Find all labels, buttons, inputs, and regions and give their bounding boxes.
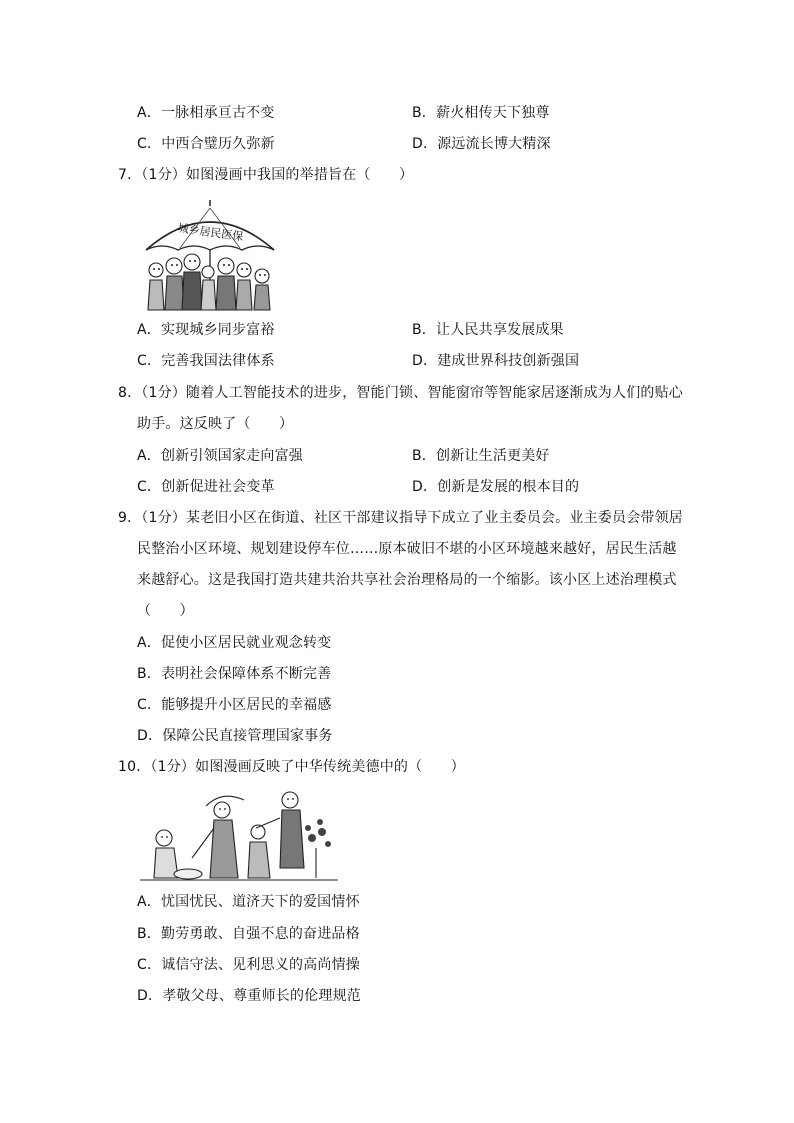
q8-option-c: C．创新促进社会变革 xyxy=(137,479,275,495)
q7-stem: 7．（1分）如图漫画中我国的举措旨在（ ） xyxy=(118,167,414,183)
q7-option-d: D．建成世界科技创新强国 xyxy=(412,353,580,369)
q6-option-d: D．源远流长博大精深 xyxy=(412,136,551,152)
q10-stem: 10．（1分）如图漫画反映了中华传统美德中的（ ） xyxy=(118,759,465,775)
q9-option-b: B．表明社会保障体系不断完善 xyxy=(137,666,332,682)
q6-option-c: C．中西合璧历久弥新 xyxy=(137,136,275,152)
q7-option-a: A．实现城乡同步富裕 xyxy=(137,322,275,338)
q7-cartoon-umbrella-image xyxy=(140,200,280,312)
q8-option-a: A．创新引领国家走向富强 xyxy=(137,448,303,464)
q9-stem-line3: 来越舒心。这是我国打造共建共治共享社会治理格局的一个缩影。该小区上述治理模式 xyxy=(137,572,677,588)
q7-umbrella-label: 城乡居民医保 xyxy=(176,221,245,244)
q10-cartoon-family-image xyxy=(140,788,338,884)
q7-option-c: C．完善我国法律体系 xyxy=(137,353,275,369)
q10-option-d: D．孝敬父母、尊重师长的伦理规范 xyxy=(137,988,361,1004)
q9-stem-line4: （ ） xyxy=(137,603,194,619)
q8-option-d: D．创新是发展的根本目的 xyxy=(412,479,580,495)
q10-option-b: B．勤劳勇敢、自强不息的奋进品格 xyxy=(137,926,360,942)
q9-stem-line2: 民整治小区环境、规划建设停车位……原本破旧不堪的小区环境越来越好，居民生活越 xyxy=(137,541,677,557)
q8-stem-line2: 助手。这反映了（ ） xyxy=(137,416,294,432)
q10-option-a: A．忧国忧民、道济天下的爱国情怀 xyxy=(137,894,360,910)
q9-stem-line1: 9．（1分）某老旧小区在街道、社区干部建议指导下成立了业主委员会。业主委员会带领居 xyxy=(118,510,684,526)
q10-option-c: C．诚信守法、见利思义的高尚情操 xyxy=(137,957,360,973)
q8-option-b: B．创新让生活更美好 xyxy=(412,448,550,464)
q7-option-b: B．让人民共享发展成果 xyxy=(412,322,564,338)
q9-option-a: A．促使小区居民就业观念转变 xyxy=(137,635,332,651)
q9-option-c: C．能够提升小区居民的幸福感 xyxy=(137,697,332,713)
q9-option-d: D．保障公民直接管理国家事务 xyxy=(137,728,333,744)
q8-stem-line1: 8．（1分）随着人工智能技术的进步，智能门锁、智能窗帘等智能家居逐渐成为人们的贴心 xyxy=(118,385,684,401)
q6-option-a: A．一脉相承亘古不变 xyxy=(137,105,275,121)
q6-option-b: B．薪火相传天下独尊 xyxy=(412,105,550,121)
